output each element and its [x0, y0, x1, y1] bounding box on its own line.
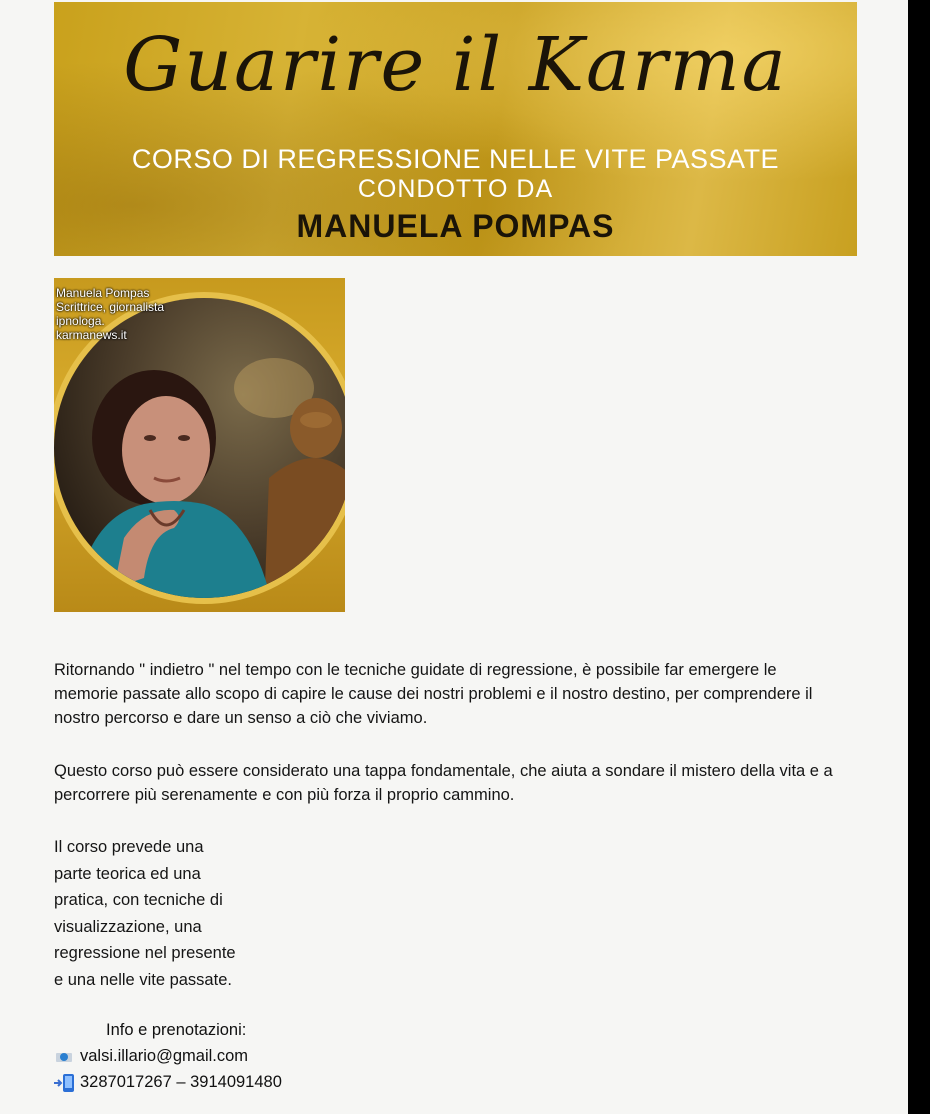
- course-details-line: visualizzazione, una: [54, 917, 202, 936]
- email-icon: [54, 1047, 76, 1065]
- photo-caption: [56, 286, 206, 342]
- course-details: [54, 834, 294, 993]
- email-row[interactable]: [54, 1044, 248, 1068]
- photo-caption-line: Manuela Pompas: [56, 286, 150, 300]
- course-details-line: parte teorica ed una: [54, 864, 201, 883]
- banner-subtitle-conducted-by: CONDOTTO DA: [357, 175, 554, 203]
- banner-author-name: MANUELA POMPAS: [296, 208, 615, 244]
- photo-caption-line: Scrittrice, giornalista: [56, 300, 165, 314]
- course-details-line: regressione nel presente: [54, 944, 236, 962]
- header-banner: [54, 2, 857, 256]
- course-details-line: Il corso prevede una: [54, 838, 204, 856]
- photo-caption-line: ipnologa.: [56, 314, 105, 328]
- course-details-line: pratica, con tecniche di: [54, 891, 223, 909]
- author-photo: [54, 278, 345, 612]
- course-paragraph: Questo corso può essere considerato una tappa fondamentale, che aiuta a sondare il mistero della vita e a percorrere più serenamente e con più forza il proprio cammino.: [54, 762, 833, 804]
- mobile-phone-icon: [54, 1073, 76, 1091]
- banner-title: Guarire il Karma: [123, 22, 788, 108]
- intro-paragraph: Ritornando " indietro " nel tempo con le tecniche guidate di regressione, è possibile far emergere le memorie passate allo scopo di capire le cause dei nostri problemi e il nostro destino, per comprendere il nostro percorso e dare un senso a ciò che viviamo.: [54, 661, 813, 727]
- banner-subtitle: CORSO DI REGRESSIONE NELLE VITE PASSATE: [131, 144, 780, 174]
- email-address[interactable]: valsi.illario@gmail.com: [80, 1047, 249, 1065]
- course-details-line: e una nelle vite passate.: [54, 970, 232, 989]
- phone-numbers[interactable]: 3287017267 – 3914091480: [80, 1073, 282, 1091]
- info-label: Info e prenotazioni:: [106, 1021, 247, 1039]
- photo-caption-line: karmanews.it: [56, 328, 127, 342]
- phone-row[interactable]: [54, 1070, 282, 1094]
- right-edge-bar: [908, 0, 930, 1114]
